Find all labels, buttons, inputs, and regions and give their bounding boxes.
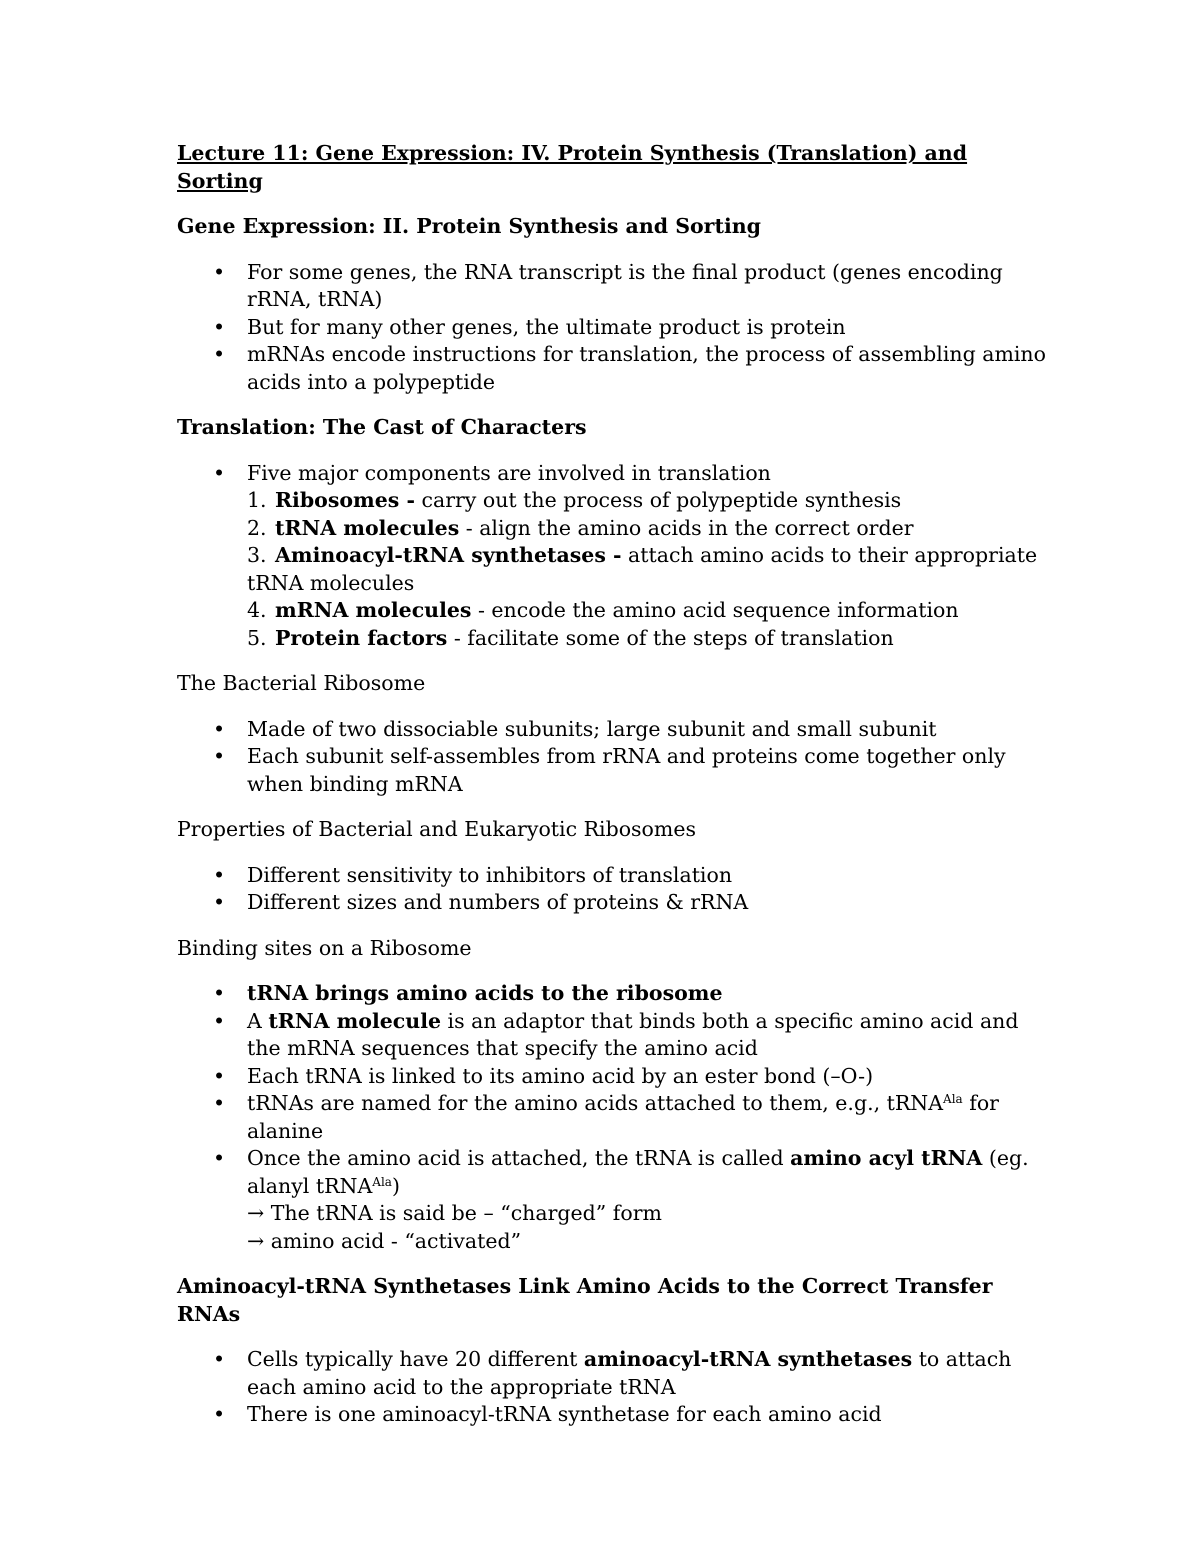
item-text: attach amino acids to their appropriate tRNA molecules — [247, 543, 1038, 595]
list-item: • mRNAs encode instructions for translation, the process of assembling amino acids into a polypeptide — [177, 341, 1057, 396]
list-item: • Different sizes and numbers of proteins & rRNA — [177, 889, 1057, 917]
list-item: • Made of two dissociable subunits; large subunit and small subunit — [177, 716, 1057, 744]
section-heading-cast-of-characters: Translation: The Cast of Characters — [177, 415, 587, 439]
list-item-text: A — [247, 1008, 269, 1033]
list-item-text: Once the amino acid is attached, the tRNA is called — [247, 1146, 791, 1170]
numbered-item — [247, 625, 1057, 653]
synthetases-list — [177, 1346, 1057, 1429]
gene-expression-list — [177, 259, 1057, 397]
item-number: 3. — [247, 543, 267, 567]
item-number: 4. — [247, 598, 267, 622]
list-item: • But for many other genes, the ultimate product is protein — [177, 314, 1057, 342]
list-item-text: to attach each amino acid to the appropriate tRNA — [247, 1347, 1012, 1399]
numbered-item — [247, 597, 1057, 625]
item-text: - encode the amino acid sequence information — [471, 598, 959, 622]
item-text: - align the amino acids in the correct order — [459, 515, 914, 540]
list-item-text: Cells typically have 20 different — [247, 1347, 584, 1371]
list-item — [177, 1346, 1057, 1401]
item-number: 5. — [247, 625, 267, 650]
item-number: 1. — [247, 488, 267, 512]
arrow-note: → The tRNA is said be – “charged” form — [247, 1201, 662, 1225]
binding-sites-list — [177, 980, 1057, 1255]
list-item-text: tRNAs are named for the amino acids attached to them, e.g., tRNA — [247, 1091, 944, 1115]
document-page — [177, 140, 1057, 1447]
list-item-text: tRNA brings amino acids to the ribosome — [247, 981, 723, 1005]
section-heading-bacterial-ribosome: The Bacterial Ribosome — [177, 671, 426, 695]
list-item — [177, 460, 1057, 653]
list-item-text: ) — [391, 1173, 400, 1198]
item-term: Protein factors — [275, 625, 448, 650]
list-item-term: tRNA molecule — [268, 1008, 442, 1033]
page-title: Lecture 11: Gene Expression: IV. Protein Synthesis (Translation) and Sorting — [177, 141, 968, 193]
numbered-item — [247, 487, 1057, 515]
list-item: • Each tRNA is linked to its amino acid by an ester bond (–O-) — [177, 1063, 1057, 1091]
list-item: • For some genes, the RNA transcript is the final product (genes encoding rRNA, tRNA) — [177, 259, 1057, 314]
list-item-term: aminoacyl-tRNA synthetases — [583, 1347, 913, 1371]
section-heading-synthetases: Aminoacyl-tRNA Synthetases Link Amino Acids to the Correct Transfer RNAs — [177, 1274, 993, 1326]
list-item: • There is one aminoacyl-tRNA synthetase for each amino acid — [177, 1401, 1057, 1429]
superscript: Ala — [372, 1174, 392, 1189]
list-item-text: for alanine — [247, 1091, 999, 1143]
list-item-text: (eg. alanyl tRNA — [247, 1146, 1029, 1198]
arrow-note: → amino acid - “activated” — [247, 1228, 522, 1253]
list-item: • Different sensitivity to inhibitors of translation — [177, 862, 1057, 890]
list-item-term: amino acyl tRNA — [790, 1146, 983, 1170]
item-term: mRNA molecules — [275, 598, 472, 622]
list-item — [177, 1008, 1057, 1063]
ribosome-properties-list — [177, 862, 1057, 917]
section-heading-binding-sites: Binding sites on a Ribosome — [177, 935, 472, 960]
list-item-text: is an adaptor that binds both a specific amino acid and the mRNA sequences that specify the amino acid — [247, 1008, 1019, 1060]
list-item-text: Five major components are involved in translation — [247, 460, 771, 485]
bacterial-ribosome-list — [177, 716, 1057, 799]
list-item: • Each subunit self-assembles from rRNA and proteins come together only when binding mRNA — [177, 743, 1057, 798]
item-term: Aminoacyl-tRNA synthetases - — [275, 543, 622, 567]
item-text: carry out the process of polypeptide synthesis — [414, 488, 902, 512]
list-item — [177, 980, 1057, 1008]
numbered-item — [247, 515, 1057, 543]
item-term: tRNA molecules — [275, 515, 460, 540]
item-text: - facilitate some of the steps of translation — [447, 625, 894, 650]
section-heading-gene-expression: Gene Expression: II. Protein Synthesis and Sorting — [177, 214, 761, 238]
section-heading-ribosome-properties: Properties of Bacterial and Eukaryotic Ribosomes — [177, 817, 696, 841]
list-item — [177, 1090, 1057, 1145]
item-number: 2. — [247, 515, 267, 540]
item-term: Ribosomes - — [275, 488, 415, 512]
components-numbered-list — [247, 487, 1057, 652]
numbered-item — [247, 542, 1057, 597]
cast-of-characters-list — [177, 460, 1057, 653]
superscript: Ala — [943, 1092, 963, 1106]
list-item — [177, 1145, 1057, 1255]
